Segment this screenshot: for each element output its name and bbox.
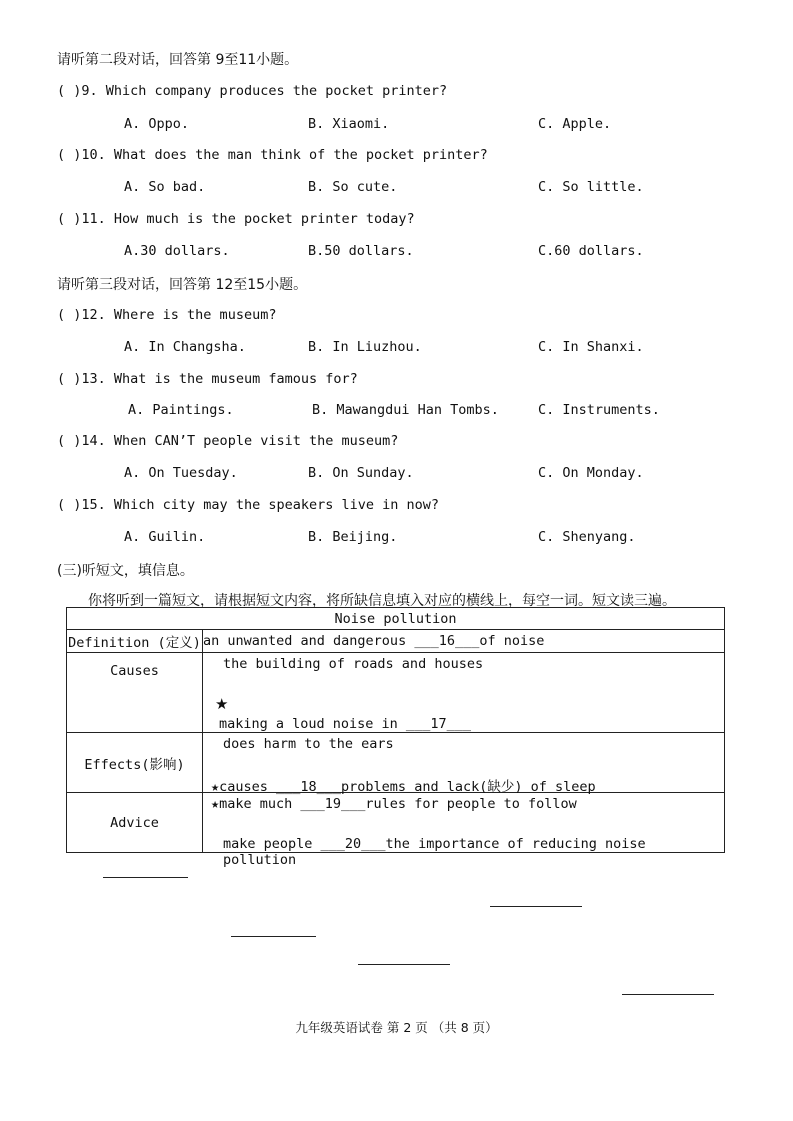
option-15a: A. Guilin. [124,529,206,545]
option-10b: B. So cute. [308,179,398,195]
question-11 [57,211,415,227]
answer-line-18[interactable] [231,936,316,937]
option-12b: B. In Liuzhou. [308,339,422,355]
causes-cell [203,653,725,733]
part3-heading: (三)听短文，填信息。 [57,563,194,579]
star-icon: ★ [215,695,229,713]
option-12c: C. In Shanxi. [538,339,644,355]
option-12a: A. In Changsha. [124,339,246,355]
option-13c: C. Instruments. [538,402,660,418]
effects-item-2: ★causes ___18___problems and lack(缺少) of sleep [211,779,596,795]
option-10c: C. So little. [538,179,644,195]
answer-blank[interactable]: ( ) [57,211,82,227]
effects-item-1: does harm to the ears [223,736,394,752]
advice-cell [203,793,725,868]
question-10 [57,147,488,163]
option-14a: A. On Tuesday. [124,465,238,481]
table-title: Noise pollution [67,608,725,630]
causes-item-1: the building of roads and houses [223,656,484,672]
answer-blank[interactable]: ( ) [57,497,82,513]
advice-label: Advice [67,793,203,853]
causes-item-2: making a loud noise in ___17___ [219,716,471,732]
option-9b: B. Xiaomi. [308,116,390,132]
answer-line-20[interactable] [622,994,714,995]
advice-item-1: ★make much ___19___rules for people to follow [211,796,577,812]
answer-blank[interactable]: ( ) [57,371,82,387]
answer-blank[interactable]: ( ) [57,147,82,163]
effects-label: Effects(影响) [67,733,203,793]
option-13b: B. Mawangdui Han Tombs. [312,402,499,418]
answer-blank[interactable]: ( ) [57,307,82,323]
question-stem: 11. How much is the pocket printer today? [81,211,415,227]
answer-line-17[interactable] [490,906,582,907]
option-11c: C.60 dollars. [538,243,644,259]
question-9 [57,83,447,99]
option-9c: C. Apple. [538,116,612,132]
option-14c: C. On Monday. [538,465,644,481]
section2-instruction: 请听第二段对话，回答第 9至11小题。 [57,52,299,68]
effects-cell [203,733,725,793]
question-stem: 15. Which city may the speakers live in now? [81,497,440,513]
definition-label: Definition (定义) [67,630,203,653]
option-14b: B. On Sunday. [308,465,414,481]
option-11a: A.30 dollars. [124,243,230,259]
option-10a: A. So bad. [124,179,206,195]
question-stem: 10. What does the man think of the pocket printer? [81,147,488,163]
option-11b: B.50 dollars. [308,243,414,259]
question-13 [57,371,358,387]
question-15 [57,497,439,513]
causes-label: Causes [67,653,203,733]
page-footer: 九年级英语试卷 第 2 页 （共 8 页） [295,1020,498,1035]
section3-instruction: 请听第三段对话，回答第 12至15小题。 [57,277,308,293]
answer-line-19[interactable] [358,964,450,965]
option-15c: C. Shenyang. [538,529,636,545]
answer-line-16[interactable] [103,877,188,878]
definition-value: an unwanted and dangerous ___16___of noise [203,630,725,653]
advice-item-2: make people ___20___the importance of reducing noise pollution [223,836,646,868]
answer-blank[interactable]: ( ) [57,83,82,99]
option-15b: B. Beijing. [308,529,398,545]
question-14 [57,433,398,449]
answer-blank[interactable]: ( ) [57,433,82,449]
question-12 [57,307,276,323]
noise-pollution-table [66,607,725,868]
option-13a: A. Paintings. [128,402,234,418]
question-stem: 9. Which company produces the pocket printer? [81,83,448,99]
question-stem: 12. Where is the museum? [81,307,277,323]
part3-instruction: 你将听到一篇短文，请根据短文内容，将所缺信息填入对应的横线上，每空一词。短文读三遍。 [88,593,676,609]
question-stem: 13. What is the museum famous for? [81,371,358,387]
question-stem: 14. When CAN’T people visit the museum? [81,433,399,449]
option-9a: A. Oppo. [124,116,190,132]
